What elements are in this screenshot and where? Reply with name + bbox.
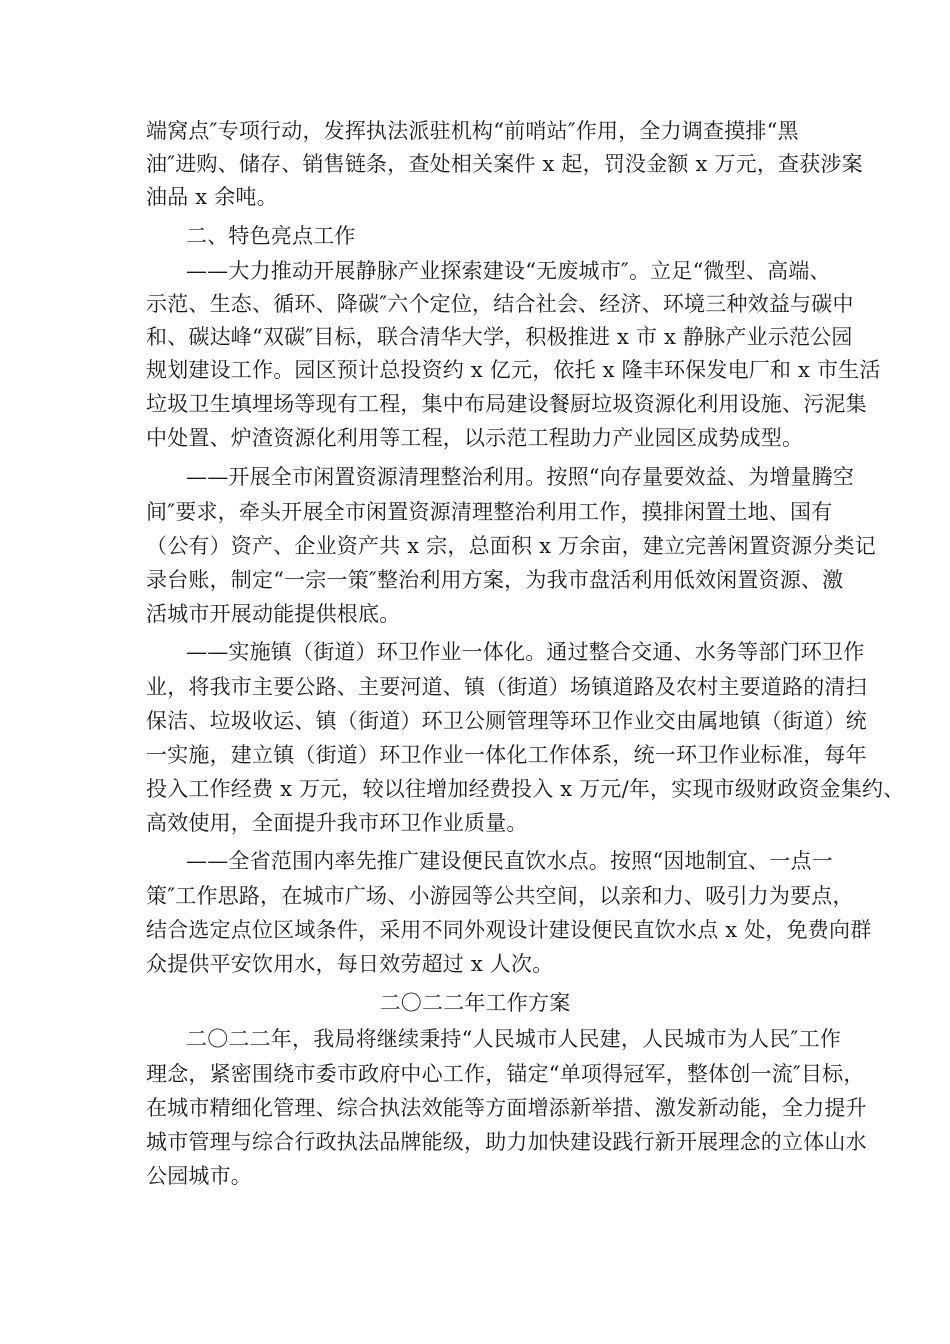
text-line: 和、碳达峰“双碳″目标，联合清华大学，积极推进 x 市 x 静脉产业示范公园 bbox=[146, 325, 853, 349]
text-line: 业，将我市主要公路、主要河道、镇（街道）场镇道路及农村主要道路的清扫 bbox=[146, 675, 867, 699]
text-line: 在城市精细化管理、综合执法效能等方面增添新举措、激发新动能，全力提升 bbox=[146, 1096, 867, 1120]
paragraph-start: ——全省范围内率先推广建设便民直饮水点。按照“因地制宜、一点一 bbox=[186, 849, 833, 873]
text-line: 中处置、炉渣资源化利用等工程，以示范工程助力产业园区成势成型。 bbox=[146, 426, 804, 450]
text-line: 众提供平安饮用水，每日效劳超过 x 人次。 bbox=[146, 952, 554, 976]
text-line: 规划建设工作。园区预计总投资约 x 亿元，依托 x 隆丰环保发电厂和 x 市生活 bbox=[146, 358, 881, 382]
text-line: 理念，紧密围绕市委市政府中心工作，锚定“单项得冠军，整体创一流″目标， bbox=[146, 1062, 865, 1086]
text-line: （公有）资产、企业资产共 x 宗，总面积 x 万余亩，建立完善闲置资源分类记 bbox=[146, 534, 876, 558]
paragraph-start: ——开展全市闲置资源清理整治利用。按照“向存量要效益、为增量腾空 bbox=[186, 465, 855, 489]
text-line: 公园城市。 bbox=[146, 1164, 252, 1188]
text-line: 油″进购、储存、销售链条，查处相关案件 x 起，罚没金额 x 万元，查获涉案 bbox=[146, 152, 863, 176]
text-line: 油品 x 余吨。 bbox=[146, 185, 278, 209]
text-line: 城市管理与综合行政执法品牌能级，助力加快建设践行新开展理念的立体山水 bbox=[146, 1130, 867, 1154]
text-line: 端窝点″专项行动，发挥执法派驻机构“前哨站″作用，全力调查摸排“黑 bbox=[146, 119, 799, 143]
paragraph-start: 二〇二二年，我局将继续秉持“人民城市人民建，人民城市为人民″工作 bbox=[186, 1027, 841, 1051]
text-line: 间″要求，牵头开展全市闲置资源清理整治利用工作，摸排闲置土地、国有 bbox=[146, 500, 833, 524]
text-line: 垃圾卫生填埋场等现有工程，集中布局建设餐厨垃圾资源化利用设施、污泥集 bbox=[146, 392, 867, 416]
document-title: 二〇二二年工作方案 bbox=[379, 991, 571, 1015]
text-line: 保洁、垃圾收运、镇（街道）环卫公厕管理等环卫作业交由属地镇（街道）统 bbox=[146, 709, 867, 733]
text-line: 活城市开展动能提供根底。 bbox=[146, 602, 401, 626]
text-line: 录台账，制定“一宗一策″整治利用方案，为我市盘活利用低效闲置资源、激 bbox=[146, 568, 844, 592]
paragraph-start: ——大力推动开展静脉产业探索建设“无废城市″。立足“微型、高端、 bbox=[186, 259, 831, 283]
text-line: 高效使用，全面提升我市环卫作业质量。 bbox=[146, 811, 528, 835]
text-line: 策″工作思路，在城市广场、小游园等公共空间，以亲和力、吸引力为要点， bbox=[146, 884, 854, 908]
text-line: 一实施，建立镇（街道）环卫作业一体化工作体系，统一环卫作业标准，每年 bbox=[146, 743, 867, 767]
section-heading: 二、特色亮点工作 bbox=[186, 224, 356, 248]
paragraph-start: ——实施镇（街道）环卫作业一体化。通过整合交通、水务等部门环卫作 bbox=[186, 640, 865, 664]
text-line: 示范、生态、循环、降碳″六个定位，结合社会、经济、环境三种效益与碳中 bbox=[146, 292, 854, 316]
text-line: 结合选定点位区域条件，采用不同外观设计建设便民直饮水点 x 处，免费向群 bbox=[146, 918, 872, 942]
text-line: 投入工作经费 x 万元，较以往增加经费投入 x 万元/年，实现市级财政资金集约、 bbox=[146, 777, 905, 801]
